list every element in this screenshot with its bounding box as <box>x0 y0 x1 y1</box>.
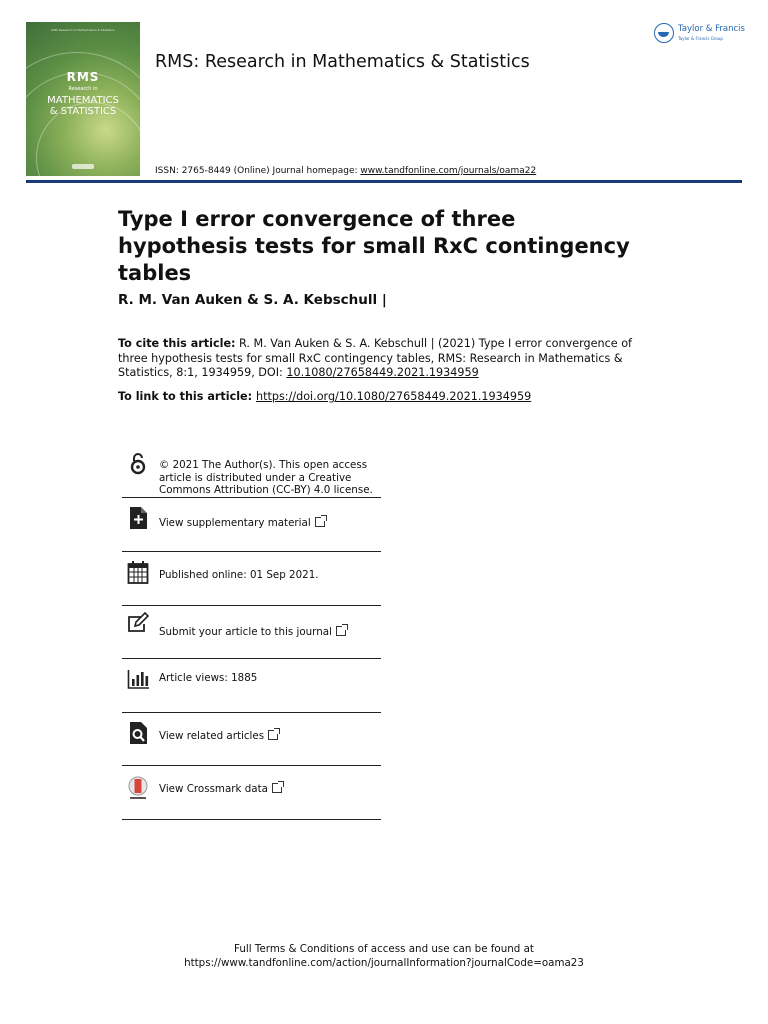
terms-footer <box>0 942 768 970</box>
supplementary-link[interactable]: View supplementary material <box>159 517 325 530</box>
external-link-icon <box>315 517 325 527</box>
header-rule <box>26 180 742 183</box>
info-submit[interactable] <box>122 606 381 659</box>
journal-cover-image <box>26 22 140 176</box>
cover-publisher-mark <box>72 164 94 169</box>
info-views <box>122 659 381 713</box>
info-related[interactable] <box>122 713 381 766</box>
cover-abbrev: RMS <box>66 70 100 84</box>
external-link-icon <box>272 783 282 793</box>
info-supplementary[interactable] <box>122 498 381 552</box>
info-crossmark[interactable] <box>122 766 381 820</box>
article-info-box <box>122 448 381 820</box>
supplementary-file-icon <box>127 506 149 530</box>
journal-title: RMS: Research in Mathematics & Statistics <box>155 52 530 72</box>
terms-line: Full Terms & Conditions of access and use can be found at <box>234 943 534 955</box>
cover-small-text: Research in <box>68 86 98 92</box>
doi-link[interactable]: 10.1080/27658449.2021.1934959 <box>286 366 479 379</box>
publisher-logo-icon <box>654 23 674 43</box>
publisher-name: Taylor & Francis <box>678 24 745 34</box>
publisher-logo[interactable] <box>654 22 746 46</box>
cover-title: MATHEMATICS & STATISTICS <box>47 95 119 117</box>
external-link-icon <box>268 730 278 740</box>
issn-line <box>155 166 536 176</box>
info-open-access <box>122 448 381 498</box>
article-title: Type I error convergence of three hypothesis tests for small RxC contingency tables <box>118 207 630 285</box>
citation-label: To cite this article: <box>118 337 236 350</box>
article-link-line <box>118 390 531 403</box>
external-link-icon <box>336 626 346 636</box>
article-views: Article views: 1885 <box>159 672 258 684</box>
open-access-icon <box>127 452 149 476</box>
crossmark-link[interactable]: View Crossmark data <box>159 783 282 796</box>
search-document-icon <box>127 721 149 745</box>
open-access-text: © 2021 The Author(s). This open access article is distributed under a Creative Commons Attribution (CC-BY) 4.0 license. <box>159 459 373 496</box>
submit-article-link[interactable]: Submit your article to this journal <box>159 626 346 639</box>
info-published <box>122 552 381 606</box>
citation-text: R. M. Van Auken & S. A. Kebschull | (2021) Type I error convergence of three hypothesis tests for small RxC contingency tables, RMS: Research in Mathematics & Statistics, 8:1, 1934959, DOI: <box>118 337 632 379</box>
bar-chart-icon <box>127 667 149 691</box>
link-label: To link to this article: <box>118 390 256 403</box>
article-authors: R. M. Van Auken & S. A. Kebschull | <box>118 292 387 308</box>
crossmark-icon <box>127 776 149 800</box>
published-date: Published online: 01 Sep 2021. <box>159 569 319 581</box>
related-articles-link[interactable]: View related articles <box>159 730 278 743</box>
citation-block <box>118 337 638 381</box>
journal-homepage-link[interactable]: www.tandfonline.com/journals/oama22 <box>360 166 537 176</box>
publisher-subname: Taylor & Francis Group <box>678 36 723 41</box>
issn-text: ISSN: 2765-8449 (Online) Journal homepage: <box>155 166 361 176</box>
article-doi-url[interactable]: https://doi.org/10.1080/27658449.2021.1934959 <box>256 390 532 403</box>
edit-icon <box>127 612 149 636</box>
calendar-icon <box>127 560 149 584</box>
terms-url[interactable]: https://www.tandfonline.com/action/journalInformation?journalCode=oama23 <box>184 957 584 969</box>
cover-top-text: RMS Research in Mathematics & Statistics <box>51 28 115 32</box>
